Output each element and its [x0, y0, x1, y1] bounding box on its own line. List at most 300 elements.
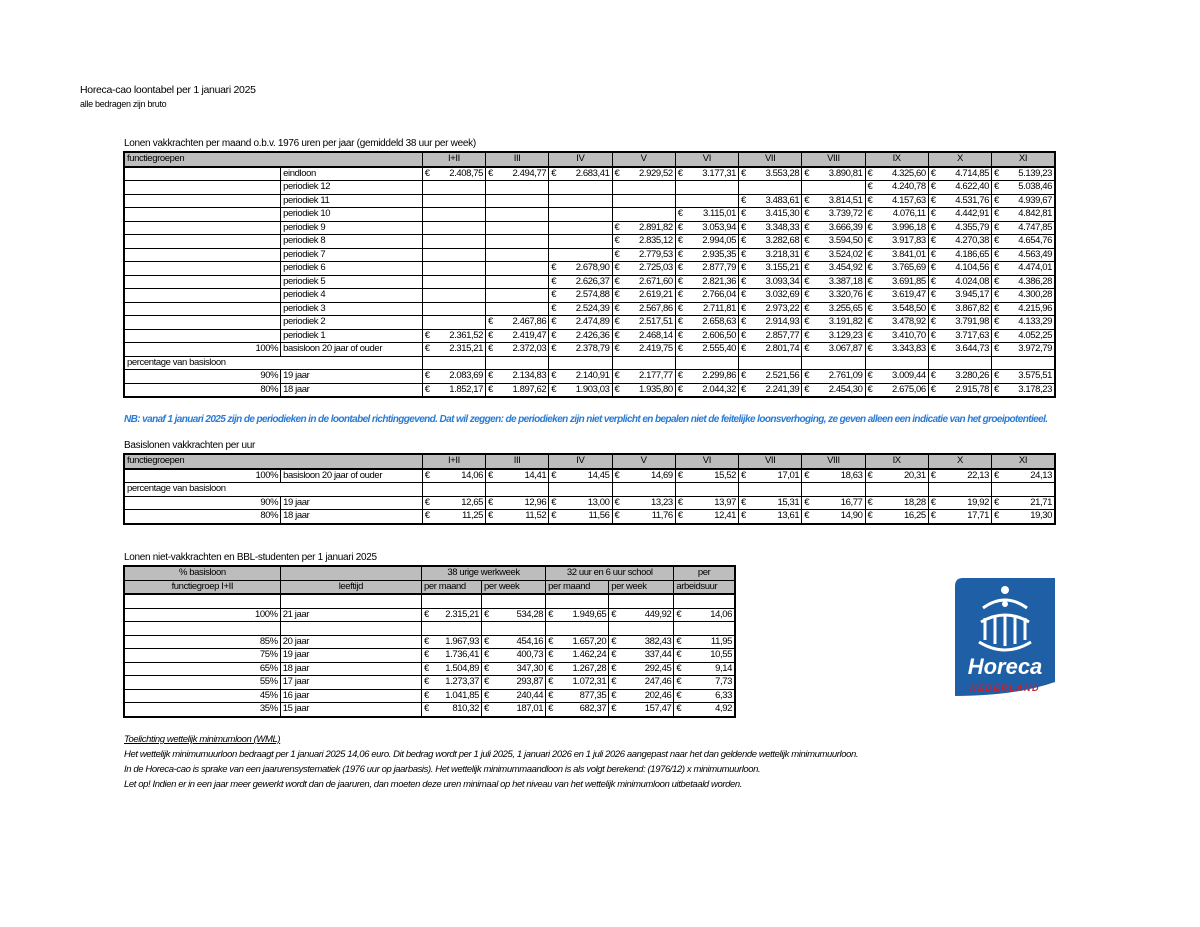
table-row	[124, 689, 735, 703]
amount-cell: 12,96	[496, 496, 549, 510]
amount-cell: 2.606,50	[685, 329, 738, 343]
euro-sign: €	[802, 370, 812, 384]
amount-cell: 2.372,03	[496, 343, 549, 357]
empty-cell	[549, 483, 612, 497]
amount-cell: 12,65	[432, 496, 485, 510]
row-percentage: 100%	[124, 469, 281, 483]
amount-cell: 16,77	[812, 496, 865, 510]
euro-sign: €	[802, 275, 812, 289]
amount-cell: 2.474,89	[559, 316, 612, 330]
amount-cell: 19,92	[938, 496, 991, 510]
euro-sign: €	[992, 181, 1002, 195]
euro-sign: €	[802, 262, 812, 276]
euro-sign: €	[802, 235, 812, 249]
amount-cell: 4.531,76	[938, 194, 991, 208]
amount-cell: 4,92	[684, 703, 735, 717]
amount-cell: 3.320,76	[812, 289, 865, 303]
euro-sign: €	[928, 510, 938, 524]
euro-sign: €	[421, 703, 431, 717]
euro-sign: €	[992, 469, 1002, 483]
euro-sign: €	[675, 302, 685, 316]
empty-cell	[280, 622, 421, 636]
table-row	[124, 248, 1055, 262]
amount-cell: 14,41	[496, 469, 549, 483]
row-label: periodiek 1	[281, 329, 423, 343]
table-row	[124, 469, 1055, 483]
amount-cell	[432, 208, 485, 222]
euro-sign: €	[486, 167, 496, 181]
empty-cell	[421, 622, 481, 636]
amount-cell: 3.483,61	[749, 194, 802, 208]
euro-sign	[422, 235, 432, 249]
euro-sign: €	[674, 676, 684, 690]
row-percentage: 45%	[124, 689, 280, 703]
amount-cell: 3.009,44	[875, 370, 928, 384]
euro-sign: €	[486, 383, 496, 397]
amount-cell: 3.996,18	[875, 221, 928, 235]
amount-cell: 1.897,62	[496, 383, 549, 397]
euro-sign: €	[865, 370, 875, 384]
amount-cell: 2.626,37	[559, 275, 612, 289]
empty-cell	[612, 356, 675, 370]
euro-sign: €	[546, 676, 556, 690]
amount-cell: 1.852,17	[432, 383, 485, 397]
amount-cell: 1.903,03	[559, 383, 612, 397]
empty-cell	[674, 622, 735, 636]
table-header-row	[124, 152, 1055, 167]
amount-cell	[496, 221, 549, 235]
empty-cell	[422, 483, 485, 497]
amount-cell: 5.038,46	[1002, 181, 1055, 195]
amount-cell	[559, 194, 612, 208]
empty-cell	[992, 356, 1055, 370]
euro-sign: €	[992, 275, 1002, 289]
euro-sign	[422, 221, 432, 235]
empty-cell	[612, 483, 675, 497]
amount-cell: 2.468,14	[622, 329, 675, 343]
euro-sign: €	[612, 248, 622, 262]
amount-cell	[432, 248, 485, 262]
euro-sign: €	[612, 289, 622, 303]
euro-sign: €	[802, 221, 812, 235]
euro-sign: €	[739, 370, 749, 384]
euro-sign: €	[486, 316, 496, 330]
euro-sign: €	[802, 469, 812, 483]
periodieken-note: NB: vanaf 1 januari 2025 zijn de periodieken in de loontabel richtinggevend. Dat wil zeggen: de periodieken zijn niet verplicht en bepalen niet de feitelijke loonsverhoging, ze geven alleen een indicatie van het groeipotentieel.	[124, 414, 1048, 425]
amount-cell: 534,28	[492, 608, 546, 622]
euro-sign: €	[422, 469, 432, 483]
euro-sign: €	[928, 289, 938, 303]
euro-sign	[486, 194, 496, 208]
table-row	[124, 167, 1055, 181]
euro-sign: €	[549, 496, 559, 510]
euro-sign: €	[992, 510, 1002, 524]
euro-sign: €	[928, 181, 938, 195]
euro-sign	[486, 248, 496, 262]
euro-sign	[612, 208, 622, 222]
euro-sign: €	[865, 262, 875, 276]
header-per-maand: per maand	[421, 580, 481, 594]
header-leeftijd: leeftijd	[280, 580, 421, 594]
amount-cell: 3.594,50	[812, 235, 865, 249]
euro-sign	[422, 262, 432, 276]
amount-cell: 2.678,90	[559, 262, 612, 276]
row-percentage: 35%	[124, 703, 280, 717]
amount-cell: 3.619,47	[875, 289, 928, 303]
euro-sign: €	[546, 608, 556, 622]
amount-cell: 3.890,81	[812, 167, 865, 181]
table-header-row	[124, 580, 735, 594]
amount-cell: 293,87	[492, 676, 546, 690]
euro-sign: €	[739, 316, 749, 330]
header-group-IX: IX	[865, 454, 928, 469]
empty-cell	[928, 483, 991, 497]
amount-cell: 3.415,30	[749, 208, 802, 222]
euro-sign: €	[612, 510, 622, 524]
amount-cell: 1.267,28	[556, 662, 609, 676]
euro-sign: €	[482, 649, 492, 663]
header-group-I+II: I+II	[422, 152, 485, 167]
euro-sign: €	[739, 469, 749, 483]
header-group-III: III	[486, 454, 549, 469]
euro-sign: €	[865, 329, 875, 343]
euro-sign: €	[486, 469, 496, 483]
amount-cell: 2.555,40	[685, 343, 738, 357]
amount-cell	[496, 302, 549, 316]
row-label: periodiek 9	[281, 221, 423, 235]
euro-sign: €	[675, 289, 685, 303]
euro-sign: €	[549, 469, 559, 483]
euro-sign: €	[612, 262, 622, 276]
table-row	[124, 289, 1055, 303]
euro-sign	[802, 181, 812, 195]
amount-cell: 22,13	[938, 469, 991, 483]
table-row	[124, 703, 735, 717]
amount-cell: 3.717,63	[938, 329, 991, 343]
euro-sign: €	[865, 194, 875, 208]
amount-cell: 3.691,85	[875, 275, 928, 289]
euro-sign: €	[865, 343, 875, 357]
amount-cell: 2.929,52	[622, 167, 675, 181]
euro-sign	[486, 208, 496, 222]
euro-sign: €	[865, 208, 875, 222]
amount-cell: 3.765,69	[875, 262, 928, 276]
amount-cell: 3.575,51	[1002, 370, 1055, 384]
amount-cell: 337,44	[619, 649, 674, 663]
row-percentage	[124, 275, 281, 289]
amount-cell: 3.255,65	[812, 302, 865, 316]
row-label: 18 jaar	[281, 510, 423, 524]
euro-sign	[739, 181, 749, 195]
table-row	[124, 316, 1055, 330]
amount-cell: 3.841,01	[875, 248, 928, 262]
row-percentage	[124, 167, 281, 181]
amount-cell: 1.935,80	[622, 383, 675, 397]
euro-sign: €	[675, 469, 685, 483]
header-group-VII: VII	[739, 152, 802, 167]
empty-cell	[865, 356, 928, 370]
amount-cell: 3.478,92	[875, 316, 928, 330]
percentage-label: percentage van basisloon	[124, 483, 422, 497]
euro-sign: €	[549, 289, 559, 303]
table-row	[124, 594, 735, 608]
header-group-VI: VI	[675, 152, 738, 167]
euro-sign: €	[482, 635, 492, 649]
header-group-IX: IX	[865, 152, 928, 167]
euro-sign: €	[546, 662, 556, 676]
euro-sign: €	[675, 235, 685, 249]
euro-sign: €	[675, 208, 685, 222]
amount-cell: 3.129,23	[812, 329, 865, 343]
amount-cell: 3.191,82	[812, 316, 865, 330]
empty-cell	[739, 483, 802, 497]
amount-cell: 11,52	[496, 510, 549, 524]
amount-cell: 4.215,96	[1002, 302, 1055, 316]
euro-sign: €	[802, 510, 812, 524]
logo-subtext: NEDERLAND	[969, 683, 1040, 693]
euro-sign: €	[482, 608, 492, 622]
amount-cell: 2.299,86	[685, 370, 738, 384]
amount-cell: 3.348,33	[749, 221, 802, 235]
euro-sign: €	[928, 262, 938, 276]
table-row	[124, 649, 735, 663]
amount-cell: 2.683,41	[559, 167, 612, 181]
amount-cell	[496, 181, 549, 195]
row-percentage	[124, 329, 281, 343]
euro-sign: €	[609, 703, 619, 717]
empty-cell	[674, 594, 735, 608]
amount-cell: 17,71	[938, 510, 991, 524]
amount-cell: 2.134,83	[496, 370, 549, 384]
header-per: per	[674, 566, 735, 580]
header-per-maand: per maand	[546, 580, 609, 594]
euro-sign: €	[486, 496, 496, 510]
amount-cell: 14,90	[812, 510, 865, 524]
euro-sign: €	[612, 343, 622, 357]
amount-cell	[432, 221, 485, 235]
table-row	[124, 235, 1055, 249]
euro-sign	[486, 302, 496, 316]
amount-cell	[496, 262, 549, 276]
euro-sign: €	[675, 167, 685, 181]
table-row	[124, 635, 735, 649]
header-group-V: V	[612, 152, 675, 167]
amount-cell: 2.619,21	[622, 289, 675, 303]
header-group-X: X	[928, 152, 991, 167]
euro-sign	[422, 208, 432, 222]
amount-cell	[559, 221, 612, 235]
header-pct-basisloon: % basisloon	[124, 566, 280, 580]
euro-sign	[422, 316, 432, 330]
amount-cell: 2.524,39	[559, 302, 612, 316]
row-percentage	[124, 262, 281, 276]
header-group-IV: IV	[549, 454, 612, 469]
euro-sign: €	[802, 496, 812, 510]
amount-cell: 11,95	[684, 635, 735, 649]
amount-cell: 4.622,40	[938, 181, 991, 195]
euro-sign: €	[675, 221, 685, 235]
row-label: eindloon	[281, 167, 423, 181]
euro-sign: €	[739, 221, 749, 235]
amount-cell	[749, 181, 802, 195]
empty-cell	[802, 356, 865, 370]
amount-cell: 2.467,86	[496, 316, 549, 330]
table-row	[124, 622, 735, 636]
euro-sign: €	[928, 496, 938, 510]
row-percentage: 65%	[124, 662, 280, 676]
header-group-X: X	[928, 454, 991, 469]
euro-sign: €	[486, 510, 496, 524]
notes-line-2: In de Horeca-cao is sprake van een jaarurensystematiek (1976 uur op jaarbasis). Het wettelijk minimummaandloon is als volgt berekend: (1976/12) x minimumuurloon.	[124, 764, 761, 775]
euro-sign: €	[739, 194, 749, 208]
amount-cell: 4.714,85	[938, 167, 991, 181]
euro-sign: €	[992, 262, 1002, 276]
euro-sign: €	[612, 302, 622, 316]
notes-line-3: Let op! Indien er in een jaar meer gewerkt wordt dan de jaaruren, dan moeten deze uren minimaal op het niveau van het wettelijk minimumloon uitbetaald worden.	[124, 779, 743, 790]
euro-sign: €	[739, 248, 749, 262]
empty-cell	[422, 356, 485, 370]
amount-cell: 3.917,83	[875, 235, 928, 249]
amount-cell	[432, 316, 485, 330]
amount-cell: 4.654,76	[1002, 235, 1055, 249]
euro-sign: €	[486, 329, 496, 343]
row-age: 16 jaar	[280, 689, 421, 703]
empty-cell	[482, 622, 546, 636]
euro-sign	[612, 194, 622, 208]
amount-cell: 157,47	[619, 703, 674, 717]
empty-cell	[486, 483, 549, 497]
table-row	[124, 343, 1055, 357]
euro-sign: €	[674, 635, 684, 649]
euro-sign: €	[549, 329, 559, 343]
euro-sign: €	[675, 510, 685, 524]
amount-cell	[622, 194, 675, 208]
amount-cell: 3.343,83	[875, 343, 928, 357]
euro-sign: €	[422, 383, 432, 397]
amount-cell: 3.115,01	[685, 208, 738, 222]
amount-cell: 4.474,01	[1002, 262, 1055, 276]
euro-sign: €	[609, 689, 619, 703]
header-empty	[280, 566, 421, 580]
amount-cell: 4.240,78	[875, 181, 928, 195]
row-age: 20 jaar	[280, 635, 421, 649]
row-label: periodiek 6	[281, 262, 423, 276]
horeca-nederland-logo	[955, 578, 1055, 698]
euro-sign: €	[612, 221, 622, 235]
amount-cell: 2.675,06	[875, 383, 928, 397]
monthly-wage-table	[123, 151, 1056, 398]
non-skilled-wage-table	[123, 565, 736, 718]
amount-cell	[496, 235, 549, 249]
amount-cell: 247,46	[619, 676, 674, 690]
euro-sign: €	[992, 208, 1002, 222]
table-row	[124, 302, 1055, 316]
euro-sign: €	[928, 248, 938, 262]
euro-sign: €	[612, 370, 622, 384]
amount-cell: 4.186,65	[938, 248, 991, 262]
amount-cell: 2.877,79	[685, 262, 738, 276]
euro-sign: €	[865, 221, 875, 235]
euro-sign: €	[674, 649, 684, 663]
euro-sign: €	[674, 662, 684, 676]
header-arbeidsuur: arbeidsuur	[674, 580, 735, 594]
amount-cell: 4.133,29	[1002, 316, 1055, 330]
euro-sign: €	[865, 316, 875, 330]
empty-cell	[675, 483, 738, 497]
euro-sign: €	[549, 262, 559, 276]
amount-cell: 13,97	[685, 496, 738, 510]
document-subtitle: alle bedragen zijn bruto	[80, 99, 167, 109]
table1-caption: Lonen vakkrachten per maand o.b.v. 1976 uren per jaar (gemiddeld 38 uur per week)	[124, 138, 476, 149]
row-percentage	[124, 194, 281, 208]
amount-cell: 2.419,75	[622, 343, 675, 357]
minimum-wage-notes	[124, 732, 858, 792]
table-row	[124, 262, 1055, 276]
row-percentage	[124, 316, 281, 330]
empty-cell	[739, 356, 802, 370]
amount-cell	[496, 194, 549, 208]
amount-cell	[559, 248, 612, 262]
amount-cell: 4.157,63	[875, 194, 928, 208]
amount-cell: 682,37	[556, 703, 609, 717]
amount-cell: 2.973,22	[749, 302, 802, 316]
amount-cell: 13,61	[749, 510, 802, 524]
euro-sign: €	[421, 608, 431, 622]
euro-sign	[675, 181, 685, 195]
empty-cell	[546, 622, 609, 636]
euro-sign: €	[612, 469, 622, 483]
amount-cell: 18,28	[875, 496, 928, 510]
table-row	[124, 329, 1055, 343]
euro-sign: €	[739, 302, 749, 316]
euro-sign: €	[928, 343, 938, 357]
euro-sign: €	[739, 289, 749, 303]
euro-sign: €	[802, 343, 812, 357]
euro-sign	[422, 248, 432, 262]
amount-cell: 15,52	[685, 469, 738, 483]
row-age: 17 jaar	[280, 676, 421, 690]
euro-sign: €	[609, 608, 619, 622]
euro-sign	[422, 194, 432, 208]
euro-sign: €	[612, 235, 622, 249]
row-age: 15 jaar	[280, 703, 421, 717]
row-label: basisloon 20 jaar of ouder	[281, 343, 423, 357]
amount-cell: 7,73	[684, 676, 735, 690]
euro-sign: €	[928, 221, 938, 235]
euro-sign: €	[549, 302, 559, 316]
euro-sign: €	[549, 275, 559, 289]
amount-cell: 2.725,03	[622, 262, 675, 276]
amount-cell: 3.548,50	[875, 302, 928, 316]
row-age: 19 jaar	[280, 649, 421, 663]
amount-cell: 3.387,18	[812, 275, 865, 289]
euro-sign: €	[549, 370, 559, 384]
euro-sign	[422, 289, 432, 303]
amount-cell: 4.325,60	[875, 167, 928, 181]
amount-cell: 3.282,68	[749, 235, 802, 249]
euro-sign: €	[992, 248, 1002, 262]
euro-sign: €	[422, 370, 432, 384]
euro-sign: €	[928, 383, 938, 397]
euro-sign: €	[482, 703, 492, 717]
row-percentage: 100%	[124, 608, 280, 622]
amount-cell: 2.761,09	[812, 370, 865, 384]
amount-cell: 240,44	[492, 689, 546, 703]
row-label: basisloon 20 jaar of ouder	[281, 469, 423, 483]
euro-sign	[422, 302, 432, 316]
amount-cell: 4.024,08	[938, 275, 991, 289]
euro-sign: €	[928, 370, 938, 384]
